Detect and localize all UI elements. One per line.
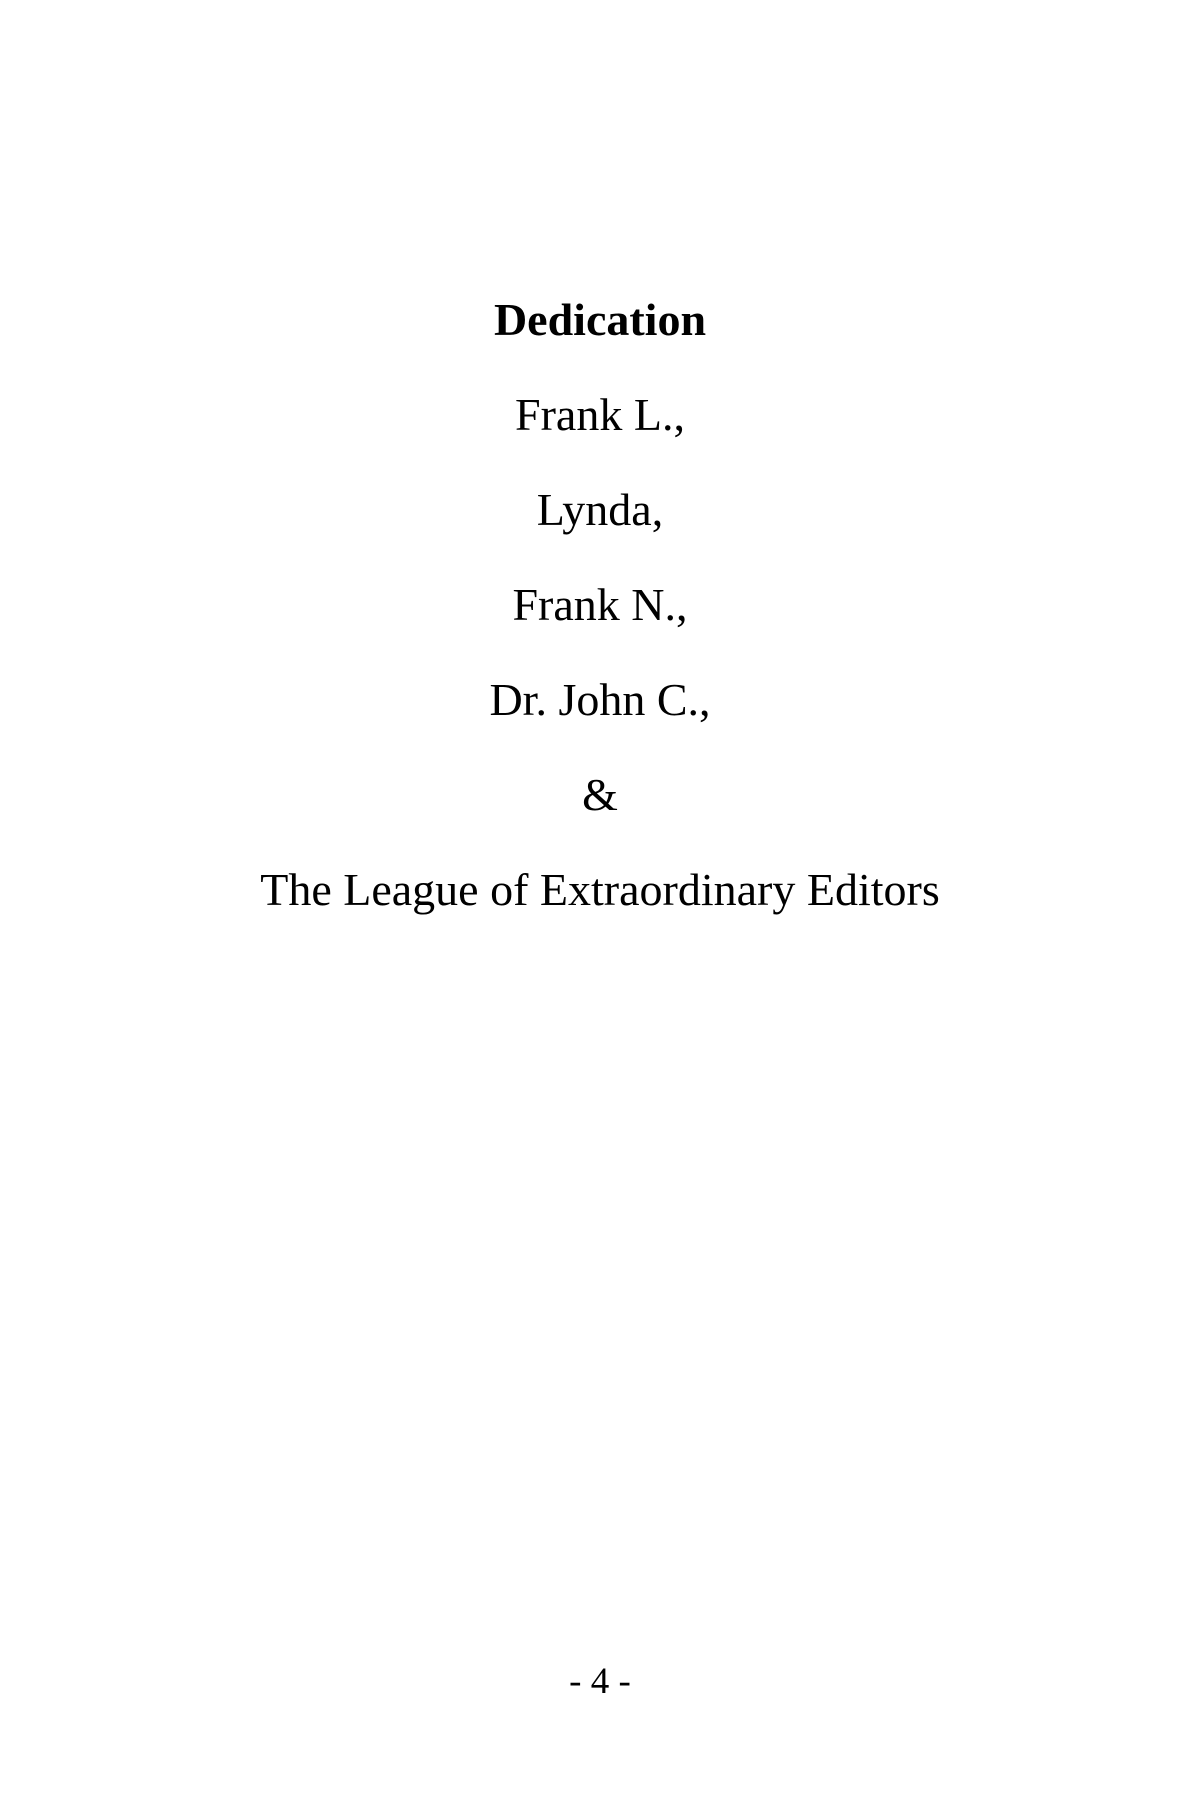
dedication-heading: Dedication: [493, 294, 707, 345]
dedication-line-2: Lynda,: [536, 484, 664, 535]
dedication-line-3: Frank N.,: [512, 579, 688, 630]
dedication-line-1: Frank L.,: [515, 389, 685, 440]
dedication-line-4: Dr. John C.,: [489, 674, 711, 725]
dedication-line-ampersand: &: [582, 769, 618, 820]
dedication-line-5: The League of Extraordinary Editors: [260, 864, 940, 915]
page-number: - 4 -: [569, 1661, 631, 1702]
